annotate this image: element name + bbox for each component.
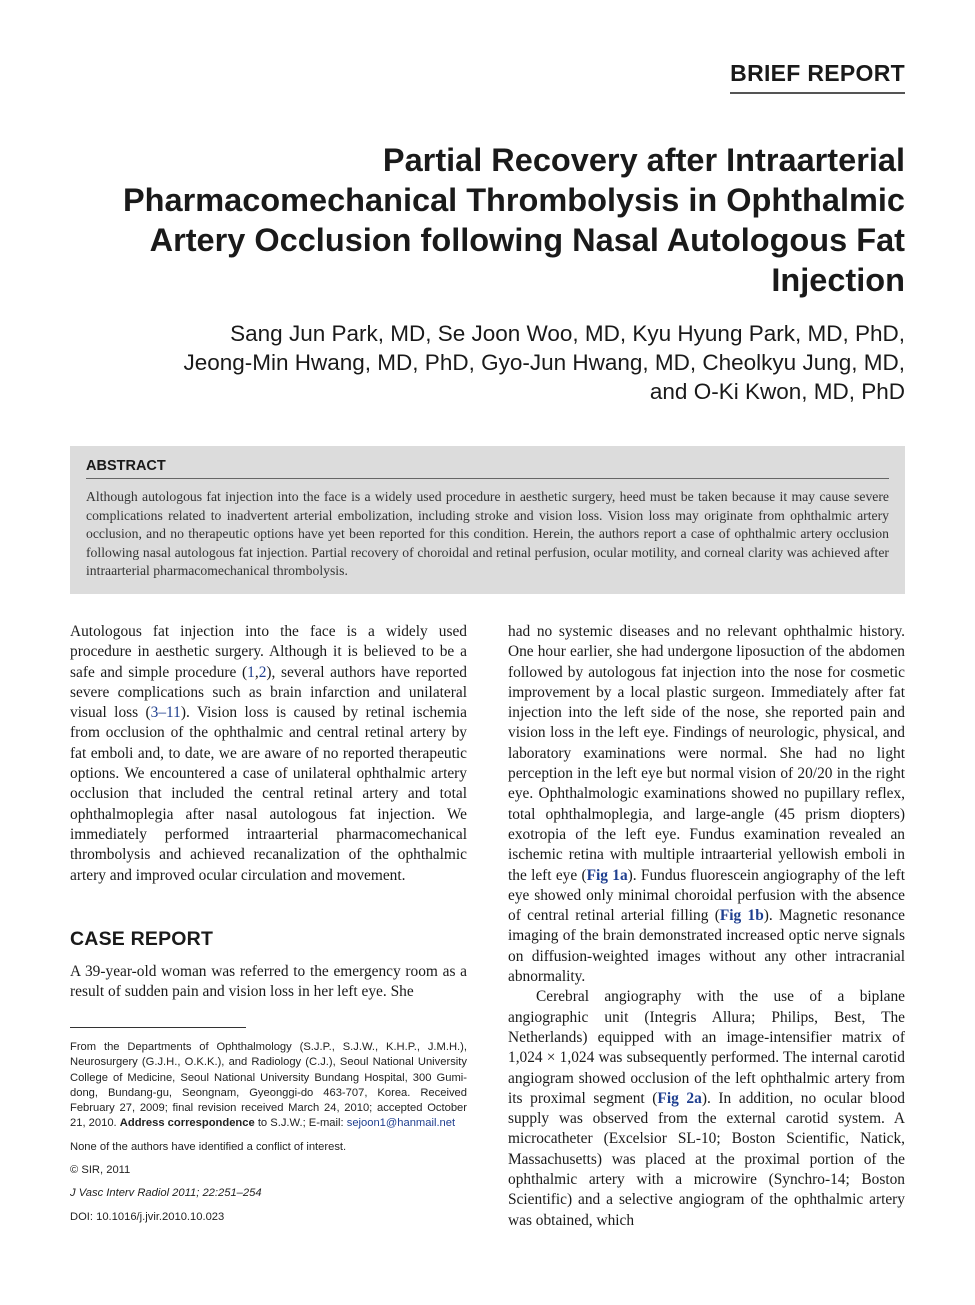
journal-citation: J Vasc Interv Radiol 2011; 22:251–254	[70, 1187, 262, 1200]
reference-link-2[interactable]: 2	[258, 663, 267, 681]
figure-link-1b[interactable]: Fig 1b	[719, 907, 764, 925]
author-line-2: Jeong-Min Hwang, MD, PhD, Gyo-Jun Hwang, MD, Cheolkyu Jung, MD,	[183, 350, 905, 375]
case-report-paragraph-continued	[508, 622, 905, 987]
intro-text-b: ), several authors have reported severe complications such as brain infarction and unilateral visual loss (	[70, 663, 467, 722]
abstract-heading: ABSTRACT	[86, 458, 889, 479]
email-link[interactable]: sejoon1@hanmail.net	[346, 1117, 456, 1130]
affiliation-note	[70, 1040, 467, 1132]
author-list	[70, 319, 905, 406]
reference-range-dash: –	[158, 704, 167, 722]
author-line-1: Sang Jun Park, MD, Se Joon Woo, MD, Kyu Hyung Park, MD, PhD,	[230, 321, 905, 346]
address-text: to S.J.W.; E-mail:	[257, 1117, 344, 1130]
address-label: Address correspondence	[119, 1117, 255, 1130]
doi-note: DOI: 10.1016/j.jvir.2010.10.023	[70, 1210, 225, 1223]
copyright-note: © SIR, 2011	[70, 1164, 131, 1177]
abstract-box	[70, 446, 905, 594]
right-column	[508, 622, 905, 1231]
left-column	[70, 622, 467, 1002]
section-tag: BRIEF REPORT	[730, 60, 905, 94]
figure-link-2a[interactable]: Fig 2a	[657, 1089, 702, 1107]
case-text-c: ). Magnetic resonance imaging of the brain demonstrated increased optic nerve signals on diffusion-weighted images without any other intracranial abnormality.	[508, 907, 905, 986]
footnote-divider	[70, 1027, 246, 1028]
angiography-text-a: Cerebral angiography with the use of a biplane angiographic unit (Integris Allura; Philips, Best, The Netherlands) equipped with an image-intensifier matrix of 1,024 × 1,024 was subsequently performed. The internal carotid angiogram showed occlusion of the left ophthalmic artery from its proximal segment (	[508, 988, 905, 1107]
figure-link-1a[interactable]: Fig 1a	[586, 866, 628, 884]
case-text-b: ). Fundus fluorescein angiography of the left eye showed only minimal choroidal perfusion with the absence of central retinal arterial filling (	[508, 866, 905, 925]
angiography-paragraph	[508, 987, 905, 1231]
case-report-paragraph-start: A 39-year-old woman was referred to the emergency room as a result of sudden pain and vision loss in her left eye. She	[70, 962, 467, 1001]
angiography-text-b: ). In addition, no ocular blood supply was observed from the external carotid system. A microcatheter (Excelsior SL-10; Boston Scientific, Natick, Massachusetts) was placed at the proximal portion of the ophthalmic artery with a microwire (Synchro-14; Boston Scientific) and a selective angiogram of the ophthalmic artery was obtained, which	[508, 1089, 905, 1229]
intro-text-c: ). Vision loss is caused by retinal ischemia from occlusion of the ophthalmic and central retinal artery by fat emboli and, to date, we are aware of no reported therapeutic options. We encountered a case of unilateral ophthalmic artery occlusion that included the central retinal artery and total ophthalmoplegia after nasal autologous fat injection. We immediately performed intraarterial pharmacomechanical thrombolysis and achieved recanalization of the ophthalmic artery and improved ocular circulation and movement.	[70, 704, 467, 884]
intro-text-a: Autologous fat injection into the face is a widely used procedure in aesthetic surgery. Although it is believed to be a safe and simple procedure (	[70, 623, 467, 681]
abstract-text: Although autologous fat injection into the face is a widely used procedure in aesthetic surgery, heed must be taken because it may cause severe complications related to inadvertent arterial embolization, including stroke and vision loss. Vision loss may originate from ophthalmic artery occlusion, and no therapeutic options have yet been reported for this condition. Herein, the authors report a case of ophthalmic artery occlusion following nasal autologous fat injection. Partial recovery of choroidal and retinal perfusion, ocular motility, and corneal clarity was achieved after intraarterial pharmacomechanical thrombolysis.	[86, 489, 889, 579]
reference-link-11[interactable]: 11	[166, 704, 181, 722]
footnotes	[70, 1040, 467, 1233]
reference-link-3[interactable]: 3	[150, 704, 159, 722]
reference-link-1[interactable]: 1	[247, 663, 255, 681]
conflict-note: None of the authors have identified a conflict of interest.	[70, 1140, 347, 1153]
reference-separator: ,	[254, 663, 259, 681]
author-line-3: and O-Ki Kwon, MD, PhD	[649, 379, 905, 404]
article-title: Partial Recovery after Intraarterial Pharmacomechanical Thrombolysis in Ophthalmic Artery Occlusion following Nasal Autologous Fat Injection	[122, 142, 905, 298]
case-text-a: had no systemic diseases and no relevant ophthalmic history. One hour earlier, she had undergone liposuction of the abdomen followed by autologous fat injection into the nose for cosmetic improvement by a local plastic surgeon. Immediately after fat injection into the left side of the nose, she reported pain and vision loss in the left eye. Findings of neurologic, physical, and laboratory examinations were normal. She had no light perception in the left eye but normal vision of 20/20 in the right eye. Ophthalmologic examinations showed no pupillary reflex, total ophthalmoplegia, and large-angle (45 prism diopters) exotropia of the left eye. Fundus examination revealed an ischemic retina with multiple intraarterial yellowish emboli in the left eye (	[508, 623, 905, 884]
intro-paragraph	[70, 622, 467, 886]
affiliation-text: From the Departments of Ophthalmology (S.J.P., S.J.W., K.H.P., J.M.H.), Neurosurgery (G.J.H., O.K.K.), and Radiology (C.J.), Seoul National University College of Medicine, Seoul National University Bundang Hospital, 300 Gumi-dong, Bundang-gu, Seongnam, Gyeonggi-do 463-707, Korea. Received February 27, 2009; final revision received March 24, 2010; accepted October 21, 2010.	[70, 1041, 467, 1130]
case-report-heading: CASE REPORT	[70, 927, 214, 950]
